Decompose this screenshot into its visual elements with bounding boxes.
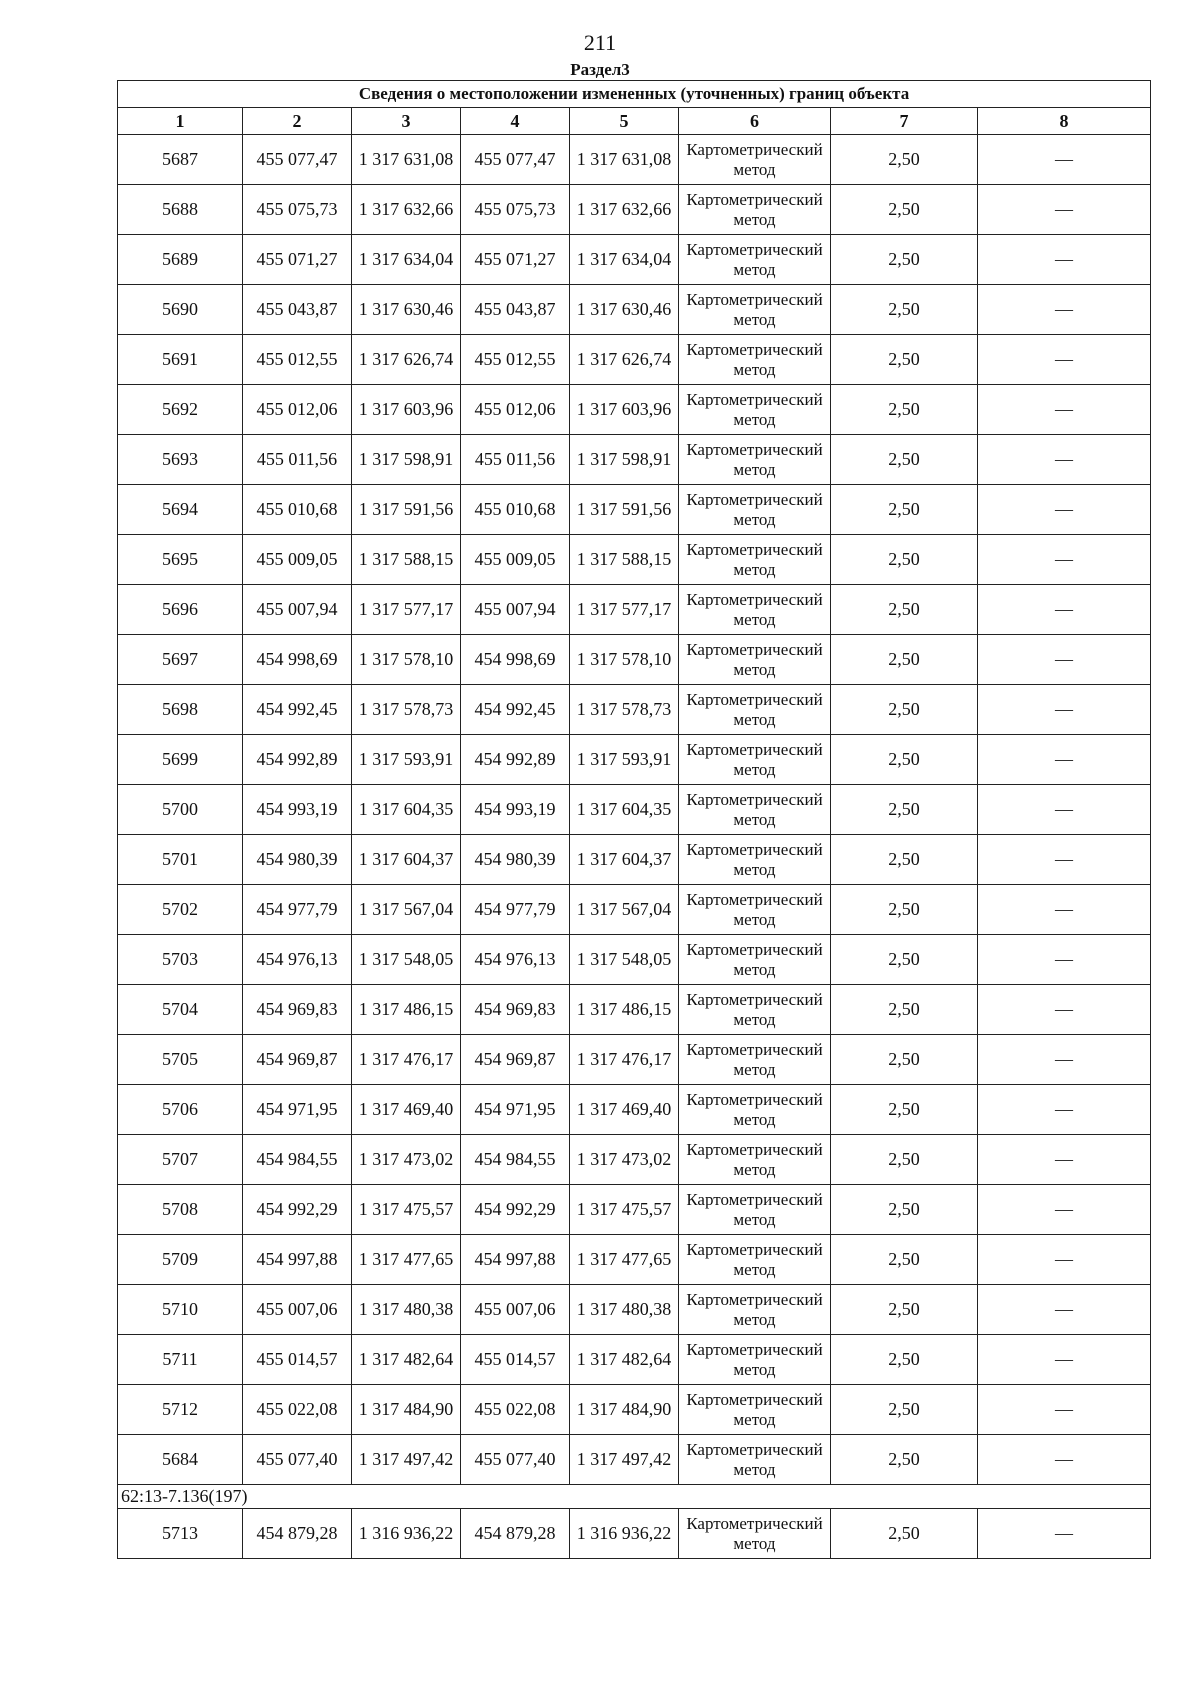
x-new-cell: 455 007,06: [461, 1285, 570, 1335]
point-number-cell: 5711: [118, 1335, 243, 1385]
y-new-cell: 1 317 588,15: [570, 535, 679, 585]
accuracy-cell: 2,50: [831, 1135, 978, 1185]
point-number-cell: 5705: [118, 1035, 243, 1085]
method-cell: Картометрический метод: [679, 535, 831, 585]
y-new-cell: 1 317 591,56: [570, 485, 679, 535]
accuracy-cell: 2,50: [831, 1185, 978, 1235]
section-label: Раздел3: [570, 60, 630, 79]
x-old-cell: 454 977,79: [243, 885, 352, 935]
accuracy-cell: 2,50: [831, 335, 978, 385]
y-old-cell: 1 316 936,22: [352, 1509, 461, 1559]
description-cell: —: [978, 1085, 1151, 1135]
y-new-cell: 1 317 486,15: [570, 985, 679, 1035]
y-new-cell: 1 317 632,66: [570, 185, 679, 235]
description-cell: —: [978, 1035, 1151, 1085]
description-cell: —: [978, 635, 1151, 685]
description-cell: —: [978, 1385, 1151, 1435]
accuracy-cell: 2,50: [831, 1285, 978, 1335]
x-new-cell: 455 011,56: [461, 435, 570, 485]
y-new-cell: 1 317 476,17: [570, 1035, 679, 1085]
x-old-cell: 455 007,94: [243, 585, 352, 635]
accuracy-cell: 2,50: [831, 935, 978, 985]
method-cell: Картометрический метод: [679, 385, 831, 435]
point-number-cell: 5691: [118, 335, 243, 385]
point-number-cell: 5712: [118, 1385, 243, 1435]
method-cell: Картометрический метод: [679, 1185, 831, 1235]
description-cell: —: [978, 685, 1151, 735]
description-cell: —: [978, 985, 1151, 1035]
y-new-cell: 1 317 480,38: [570, 1285, 679, 1335]
point-number-cell: 5700: [118, 785, 243, 835]
y-old-cell: 1 317 631,08: [352, 135, 461, 185]
table-row: [118, 735, 1151, 785]
accuracy-cell: 2,50: [831, 135, 978, 185]
table-row: [118, 835, 1151, 885]
x-new-cell: 455 077,47: [461, 135, 570, 185]
y-old-cell: 1 317 588,15: [352, 535, 461, 585]
y-new-cell: 1 317 578,73: [570, 685, 679, 735]
point-number-cell: 5709: [118, 1235, 243, 1285]
point-number-cell: 5701: [118, 835, 243, 885]
x-old-cell: 454 969,87: [243, 1035, 352, 1085]
method-cell: Картометрический метод: [679, 1385, 831, 1435]
method-cell: Картометрический метод: [679, 1235, 831, 1285]
description-cell: —: [978, 585, 1151, 635]
point-number-cell: 5697: [118, 635, 243, 685]
x-old-cell: 454 997,88: [243, 1235, 352, 1285]
table-row: [118, 635, 1151, 685]
x-new-cell: 455 012,55: [461, 335, 570, 385]
accuracy-cell: 2,50: [831, 835, 978, 885]
x-new-cell: 454 998,69: [461, 635, 570, 685]
y-old-cell: 1 317 577,17: [352, 585, 461, 635]
accuracy-cell: 2,50: [831, 885, 978, 935]
point-number-cell: 5690: [118, 285, 243, 335]
table-row: [118, 1509, 1151, 1559]
x-old-cell: 455 077,40: [243, 1435, 352, 1485]
description-cell: —: [978, 885, 1151, 935]
x-old-cell: 454 969,83: [243, 985, 352, 1035]
y-old-cell: 1 317 634,04: [352, 235, 461, 285]
point-number-cell: 5692: [118, 385, 243, 435]
table-row: [118, 1335, 1151, 1385]
description-cell: —: [978, 235, 1151, 285]
table-row: [118, 885, 1151, 935]
method-cell: Картометрический метод: [679, 185, 831, 235]
x-old-cell: 454 879,28: [243, 1509, 352, 1559]
y-old-cell: 1 317 473,02: [352, 1135, 461, 1185]
x-old-cell: 455 071,27: [243, 235, 352, 285]
method-cell: Картометрический метод: [679, 235, 831, 285]
column-number: 8: [978, 108, 1151, 135]
description-cell: —: [978, 735, 1151, 785]
table-row: [118, 985, 1151, 1035]
accuracy-cell: 2,50: [831, 1085, 978, 1135]
column-number: 6: [679, 108, 831, 135]
description-cell: —: [978, 185, 1151, 235]
method-cell: Картометрический метод: [679, 1135, 831, 1185]
x-old-cell: 455 009,05: [243, 535, 352, 585]
accuracy-cell: 2,50: [831, 1335, 978, 1385]
point-number-cell: 5687: [118, 135, 243, 185]
method-cell: Картометрический метод: [679, 1085, 831, 1135]
y-old-cell: 1 317 598,91: [352, 435, 461, 485]
y-old-cell: 1 317 567,04: [352, 885, 461, 935]
y-new-cell: 1 317 603,96: [570, 385, 679, 435]
x-old-cell: 455 010,68: [243, 485, 352, 535]
method-cell: Картометрический метод: [679, 735, 831, 785]
y-old-cell: 1 317 469,40: [352, 1085, 461, 1135]
table-row: [118, 1035, 1151, 1085]
x-old-cell: 454 980,39: [243, 835, 352, 885]
table-row: [118, 1385, 1151, 1435]
accuracy-cell: 2,50: [831, 735, 978, 785]
x-old-cell: 455 014,57: [243, 1335, 352, 1385]
method-cell: Картометрический метод: [679, 135, 831, 185]
x-new-cell: 454 977,79: [461, 885, 570, 935]
y-new-cell: 1 317 593,91: [570, 735, 679, 785]
description-cell: —: [978, 1235, 1151, 1285]
description-cell: —: [978, 785, 1151, 835]
table-row: [118, 285, 1151, 335]
x-new-cell: 454 992,45: [461, 685, 570, 735]
description-cell: —: [978, 435, 1151, 485]
x-new-cell: 454 971,95: [461, 1085, 570, 1135]
table-row: [118, 385, 1151, 435]
accuracy-cell: 2,50: [831, 1235, 978, 1285]
x-old-cell: 455 011,56: [243, 435, 352, 485]
column-number: 2: [243, 108, 352, 135]
description-cell: —: [978, 1435, 1151, 1485]
column-number: 3: [352, 108, 461, 135]
y-old-cell: 1 317 548,05: [352, 935, 461, 985]
point-number-cell: 5698: [118, 685, 243, 735]
table-row: [118, 135, 1151, 185]
x-new-cell: 455 071,27: [461, 235, 570, 285]
x-old-cell: 455 043,87: [243, 285, 352, 335]
y-new-cell: 1 317 604,37: [570, 835, 679, 885]
table-row: [118, 435, 1151, 485]
accuracy-cell: 2,50: [831, 1509, 978, 1559]
accuracy-cell: 2,50: [831, 535, 978, 585]
method-cell: Картометрический метод: [679, 1035, 831, 1085]
accuracy-cell: 2,50: [831, 435, 978, 485]
method-cell: Картометрический метод: [679, 1435, 831, 1485]
x-new-cell: 454 980,39: [461, 835, 570, 885]
table-row: [118, 1135, 1151, 1185]
table-row: [118, 1235, 1151, 1285]
description-cell: —: [978, 385, 1151, 435]
description-cell: —: [978, 135, 1151, 185]
table-row: [118, 1435, 1151, 1485]
method-cell: Картометрический метод: [679, 935, 831, 985]
column-number: 5: [570, 108, 679, 135]
y-new-cell: 1 316 936,22: [570, 1509, 679, 1559]
group-label-row: [118, 1485, 1151, 1509]
description-cell: —: [978, 935, 1151, 985]
table-row: [118, 1285, 1151, 1335]
y-old-cell: 1 317 486,15: [352, 985, 461, 1035]
table-row: [118, 185, 1151, 235]
point-number-cell: 5688: [118, 185, 243, 235]
x-old-cell: 455 077,47: [243, 135, 352, 185]
accuracy-cell: 2,50: [831, 1035, 978, 1085]
column-number: 1: [118, 108, 243, 135]
point-number-cell: 5710: [118, 1285, 243, 1335]
point-number-cell: 5695: [118, 535, 243, 585]
x-old-cell: 454 992,29: [243, 1185, 352, 1235]
x-old-cell: 454 993,19: [243, 785, 352, 835]
x-new-cell: 454 969,83: [461, 985, 570, 1035]
accuracy-cell: 2,50: [831, 385, 978, 435]
table-row: [118, 535, 1151, 585]
method-cell: Картометрический метод: [679, 485, 831, 535]
point-number-cell: 5699: [118, 735, 243, 785]
accuracy-cell: 2,50: [831, 1385, 978, 1435]
x-old-cell: 454 992,45: [243, 685, 352, 735]
x-old-cell: 455 012,55: [243, 335, 352, 385]
point-number-cell: 5696: [118, 585, 243, 635]
y-new-cell: 1 317 626,74: [570, 335, 679, 385]
x-new-cell: 454 976,13: [461, 935, 570, 985]
method-cell: Картометрический метод: [679, 1335, 831, 1385]
x-old-cell: 454 998,69: [243, 635, 352, 685]
y-old-cell: 1 317 626,74: [352, 335, 461, 385]
y-old-cell: 1 317 630,46: [352, 285, 461, 335]
x-new-cell: 454 984,55: [461, 1135, 570, 1185]
method-cell: Картометрический метод: [679, 335, 831, 385]
accuracy-cell: 2,50: [831, 285, 978, 335]
column-number: 7: [831, 108, 978, 135]
x-old-cell: 454 992,89: [243, 735, 352, 785]
x-old-cell: 454 971,95: [243, 1085, 352, 1135]
method-cell: Картометрический метод: [679, 285, 831, 335]
point-number-cell: 5702: [118, 885, 243, 935]
x-new-cell: 455 022,08: [461, 1385, 570, 1435]
y-old-cell: 1 317 603,96: [352, 385, 461, 435]
table-title-row: [118, 81, 1151, 108]
y-old-cell: 1 317 476,17: [352, 1035, 461, 1085]
method-cell: Картометрический метод: [679, 435, 831, 485]
table-row: [118, 1085, 1151, 1135]
y-old-cell: 1 317 480,38: [352, 1285, 461, 1335]
table-row: [118, 1185, 1151, 1235]
y-new-cell: 1 317 630,46: [570, 285, 679, 335]
y-old-cell: 1 317 484,90: [352, 1385, 461, 1435]
y-new-cell: 1 317 604,35: [570, 785, 679, 835]
y-old-cell: 1 317 604,35: [352, 785, 461, 835]
y-new-cell: 1 317 482,64: [570, 1335, 679, 1385]
accuracy-cell: 2,50: [831, 185, 978, 235]
y-new-cell: 1 317 477,65: [570, 1235, 679, 1285]
accuracy-cell: 2,50: [831, 685, 978, 735]
description-cell: —: [978, 285, 1151, 335]
y-new-cell: 1 317 497,42: [570, 1435, 679, 1485]
point-number-cell: 5704: [118, 985, 243, 1035]
table-body: [118, 135, 1151, 1559]
accuracy-cell: 2,50: [831, 585, 978, 635]
x-new-cell: 454 997,88: [461, 1235, 570, 1285]
table-row: [118, 935, 1151, 985]
x-new-cell: 455 077,40: [461, 1435, 570, 1485]
x-old-cell: 454 976,13: [243, 935, 352, 985]
point-number-cell: 5689: [118, 235, 243, 285]
y-old-cell: 1 317 632,66: [352, 185, 461, 235]
y-old-cell: 1 317 475,57: [352, 1185, 461, 1235]
point-number-cell: 5707: [118, 1135, 243, 1185]
y-new-cell: 1 317 578,10: [570, 635, 679, 685]
accuracy-cell: 2,50: [831, 235, 978, 285]
column-number: 4: [461, 108, 570, 135]
y-new-cell: 1 317 577,17: [570, 585, 679, 635]
method-cell: Картометрический метод: [679, 1509, 831, 1559]
x-new-cell: 455 014,57: [461, 1335, 570, 1385]
y-old-cell: 1 317 497,42: [352, 1435, 461, 1485]
method-cell: Картометрический метод: [679, 985, 831, 1035]
accuracy-cell: 2,50: [831, 485, 978, 535]
column-number-row: [118, 108, 1151, 135]
x-new-cell: 454 969,87: [461, 1035, 570, 1085]
table-title: Сведения о местоположении измененных (уточненных) границ объекта: [118, 81, 1151, 108]
method-cell: Картометрический метод: [679, 585, 831, 635]
x-old-cell: 455 022,08: [243, 1385, 352, 1435]
y-new-cell: 1 317 631,08: [570, 135, 679, 185]
description-cell: —: [978, 1185, 1151, 1235]
table-row: [118, 485, 1151, 535]
method-cell: Картометрический метод: [679, 885, 831, 935]
table-row: [118, 235, 1151, 285]
description-cell: —: [978, 335, 1151, 385]
point-number-cell: 5694: [118, 485, 243, 535]
accuracy-cell: 2,50: [831, 1435, 978, 1485]
x-old-cell: 455 007,06: [243, 1285, 352, 1335]
y-old-cell: 1 317 482,64: [352, 1335, 461, 1385]
y-new-cell: 1 317 634,04: [570, 235, 679, 285]
x-new-cell: 455 012,06: [461, 385, 570, 435]
y-new-cell: 1 317 469,40: [570, 1085, 679, 1135]
y-old-cell: 1 317 604,37: [352, 835, 461, 885]
x-new-cell: 454 879,28: [461, 1509, 570, 1559]
point-number-cell: 5708: [118, 1185, 243, 1235]
x-old-cell: 455 075,73: [243, 185, 352, 235]
point-number-cell: 5693: [118, 435, 243, 485]
method-cell: Картометрический метод: [679, 635, 831, 685]
cadastral-number-label: 62:13-7.136(197): [118, 1485, 1151, 1509]
description-cell: —: [978, 835, 1151, 885]
y-old-cell: 1 317 578,10: [352, 635, 461, 685]
x-new-cell: 454 992,89: [461, 735, 570, 785]
x-new-cell: 455 007,94: [461, 585, 570, 635]
y-old-cell: 1 317 593,91: [352, 735, 461, 785]
description-cell: —: [978, 1135, 1151, 1185]
point-number-cell: 5684: [118, 1435, 243, 1485]
table-row: [118, 785, 1151, 835]
method-cell: Картометрический метод: [679, 785, 831, 835]
y-old-cell: 1 317 477,65: [352, 1235, 461, 1285]
point-number-cell: 5706: [118, 1085, 243, 1135]
description-cell: —: [978, 1285, 1151, 1335]
method-cell: Картометрический метод: [679, 685, 831, 735]
y-old-cell: 1 317 578,73: [352, 685, 461, 735]
description-cell: —: [978, 485, 1151, 535]
accuracy-cell: 2,50: [831, 635, 978, 685]
y-new-cell: 1 317 475,57: [570, 1185, 679, 1235]
x-new-cell: 455 009,05: [461, 535, 570, 585]
y-old-cell: 1 317 591,56: [352, 485, 461, 535]
y-new-cell: 1 317 598,91: [570, 435, 679, 485]
description-cell: —: [978, 1335, 1151, 1385]
accuracy-cell: 2,50: [831, 985, 978, 1035]
page-number: 211: [583, 30, 617, 55]
coordinates-table: [117, 80, 1151, 1559]
x-new-cell: 454 992,29: [461, 1185, 570, 1235]
y-new-cell: 1 317 484,90: [570, 1385, 679, 1435]
x-new-cell: 455 075,73: [461, 185, 570, 235]
method-cell: Картометрический метод: [679, 1285, 831, 1335]
description-cell: —: [978, 1509, 1151, 1559]
x-new-cell: 455 010,68: [461, 485, 570, 535]
x-old-cell: 455 012,06: [243, 385, 352, 435]
x-new-cell: 455 043,87: [461, 285, 570, 335]
table-row: [118, 335, 1151, 385]
description-cell: —: [978, 535, 1151, 585]
table-row: [118, 585, 1151, 635]
table-row: [118, 685, 1151, 735]
method-cell: Картометрический метод: [679, 835, 831, 885]
x-old-cell: 454 984,55: [243, 1135, 352, 1185]
x-new-cell: 454 993,19: [461, 785, 570, 835]
y-new-cell: 1 317 548,05: [570, 935, 679, 985]
point-number-cell: 5713: [118, 1509, 243, 1559]
point-number-cell: 5703: [118, 935, 243, 985]
y-new-cell: 1 317 567,04: [570, 885, 679, 935]
accuracy-cell: 2,50: [831, 785, 978, 835]
y-new-cell: 1 317 473,02: [570, 1135, 679, 1185]
